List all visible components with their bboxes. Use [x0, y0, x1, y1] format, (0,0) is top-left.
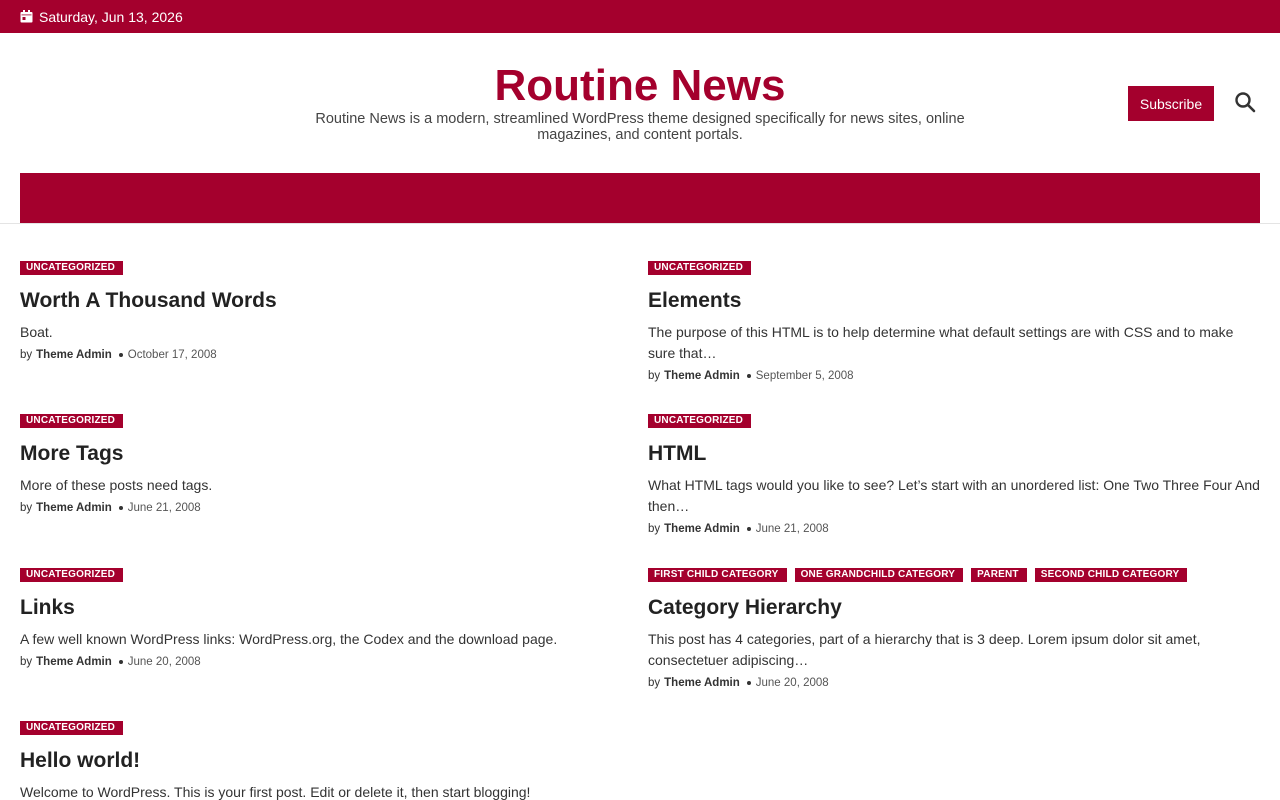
post-categories — [20, 568, 632, 582]
post-meta — [648, 519, 1260, 539]
post-card — [648, 261, 1260, 386]
post-card — [648, 414, 1260, 539]
by-label: by — [648, 523, 661, 535]
post-card — [20, 414, 632, 518]
post-card — [20, 721, 632, 800]
post-meta — [20, 652, 632, 672]
site-header — [0, 33, 1280, 173]
post-meta — [648, 366, 1260, 386]
post-title[interactable]: More Tags — [20, 442, 124, 465]
post-date[interactable]: October 17, 2008 — [127, 349, 217, 361]
post-author[interactable]: Theme Admin — [664, 523, 740, 535]
post-categories — [20, 721, 632, 735]
by-label: by — [20, 502, 33, 514]
post-card — [20, 261, 632, 365]
post-categories — [648, 261, 1260, 275]
category-badge[interactable]: UNCATEGORIZED — [648, 414, 751, 428]
meta-separator — [119, 353, 123, 357]
post-excerpt: The purpose of this HTML is to help determine what default settings are with CSS and to make sure that… — [648, 324, 1234, 361]
by-label: by — [20, 656, 33, 668]
post-title[interactable]: Elements — [648, 289, 742, 312]
post-excerpt: A few well known WordPress links: WordPress.org, the Codex and the download page. — [20, 631, 558, 647]
meta-separator — [747, 374, 751, 378]
post-author[interactable]: Theme Admin — [36, 502, 112, 514]
site-title[interactable]: Routine News — [494, 61, 786, 110]
meta-separator — [747, 527, 751, 531]
post-title[interactable]: HTML — [648, 442, 707, 465]
post-date[interactable]: September 5, 2008 — [755, 370, 854, 382]
category-badge[interactable]: PARENT — [971, 568, 1027, 582]
post-categories — [20, 261, 632, 275]
meta-separator — [119, 506, 123, 510]
post-excerpt: More of these posts need tags. — [20, 477, 213, 493]
main-navigation-bar — [20, 173, 1260, 223]
post-title[interactable]: Category Hierarchy — [648, 596, 842, 619]
calendar-icon — [20, 10, 33, 23]
top-bar — [0, 0, 1280, 33]
post-date[interactable]: June 21, 2008 — [755, 523, 829, 535]
by-label: by — [20, 349, 33, 361]
post-excerpt: This post has 4 categories, part of a hierarchy that is 3 deep. Lorem ipsum dolor sit amet, consectetuer adipiscing… — [648, 631, 1201, 668]
post-date[interactable]: June 21, 2008 — [127, 502, 201, 514]
post-card — [648, 568, 1260, 693]
post-date[interactable]: June 20, 2008 — [755, 677, 829, 689]
post-title[interactable]: Hello world! — [20, 749, 141, 772]
meta-separator — [119, 660, 123, 664]
post-title[interactable]: Worth A Thousand Words — [20, 289, 277, 312]
post-categories — [648, 414, 1260, 428]
category-badge[interactable]: SECOND CHILD CATEGORY — [1035, 568, 1188, 582]
post-author[interactable]: Theme Admin — [36, 349, 112, 361]
post-title[interactable]: Links — [20, 596, 75, 619]
search-icon[interactable] — [1234, 91, 1256, 113]
post-date[interactable]: June 20, 2008 — [127, 656, 201, 668]
post-card — [20, 568, 632, 672]
category-badge[interactable]: UNCATEGORIZED — [648, 261, 751, 275]
header-divider — [0, 223, 1280, 224]
category-badge[interactable]: UNCATEGORIZED — [20, 261, 123, 275]
site-tagline: Routine News is a modern, streamlined WordPress theme designed specifically for news sites, online magazines, and content portals. — [315, 111, 965, 143]
category-badge[interactable]: ONE GRANDCHILD CATEGORY — [795, 568, 964, 582]
post-meta — [20, 345, 632, 365]
category-badge[interactable]: FIRST CHILD CATEGORY — [648, 568, 787, 582]
post-author[interactable]: Theme Admin — [36, 656, 112, 668]
by-label: by — [648, 370, 661, 382]
post-excerpt: Welcome to WordPress. This is your first post. Edit or delete it, then start blogging! — [20, 784, 531, 800]
post-author[interactable]: Theme Admin — [664, 677, 740, 689]
post-excerpt: What HTML tags would you like to see? Let’s start with an unordered list: One Two Three Four And then… — [648, 477, 1260, 514]
post-meta — [20, 498, 632, 518]
category-badge[interactable]: UNCATEGORIZED — [20, 721, 123, 735]
post-excerpt: Boat. — [20, 324, 53, 340]
post-author[interactable]: Theme Admin — [664, 370, 740, 382]
category-badge[interactable]: UNCATEGORIZED — [20, 414, 123, 428]
subscribe-button[interactable]: Subscribe — [1128, 86, 1214, 121]
current-date: Saturday, Jun 13, 2026 — [39, 8, 183, 25]
post-meta — [648, 673, 1260, 693]
category-badge[interactable]: UNCATEGORIZED — [20, 568, 123, 582]
meta-separator — [747, 681, 751, 685]
post-categories — [648, 568, 1260, 582]
post-categories — [20, 414, 632, 428]
by-label: by — [648, 677, 661, 689]
